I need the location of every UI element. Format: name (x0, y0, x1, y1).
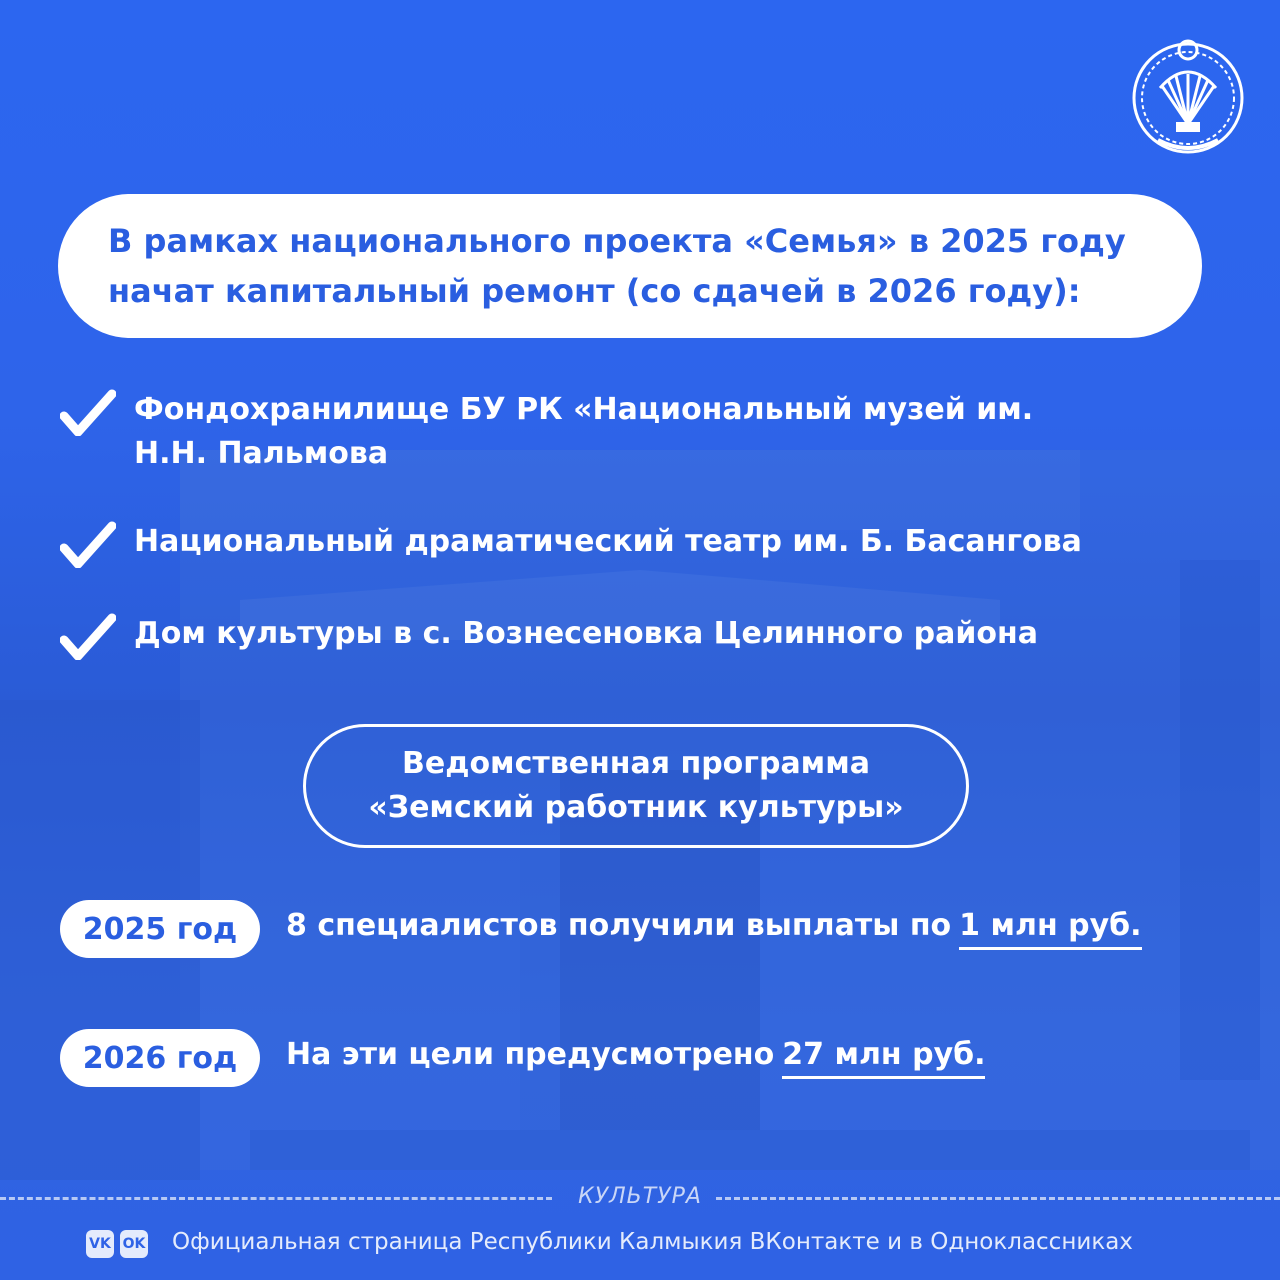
headline-banner (58, 194, 1202, 338)
headline-line-1: В рамках национального проекта «Семья» в 2025 году (108, 222, 1126, 260)
headline-text (58, 216, 1158, 316)
checklist-item (60, 388, 1184, 476)
program-line-1: Ведомственная программа (402, 746, 870, 781)
checkmark-icon (60, 520, 116, 568)
year-amount: 1 млн руб. (959, 908, 1141, 950)
footer-section-tag: КУЛЬТУРА (578, 1184, 702, 1209)
footer-text: Официальная страница Республики Калмыкия ВКонтакте и в Одноклассниках (172, 1229, 1133, 1255)
checklist-label (134, 388, 1184, 476)
checklist-item (60, 520, 1184, 568)
footer-divider-right (716, 1197, 1280, 1200)
headline-line-2: начат капитальный ремонт (со сдачей в 2026 году): (108, 272, 1081, 310)
year-description-text: На эти цели предусмотрено (286, 1037, 775, 1072)
year-amount: 27 млн руб. (782, 1037, 985, 1079)
social-icons (86, 1230, 148, 1258)
year-description-text: 8 специалистов получили выплаты по (286, 908, 952, 943)
checklist-label-line-1: Фондохранилище БУ РК «Национальный музей им. (134, 392, 1034, 427)
year-row-2026 (60, 1029, 985, 1087)
year-badge: 2026 год (60, 1029, 260, 1087)
year-description (286, 908, 1142, 950)
checklist-label-line-1: Дом культуры в с. Вознесеновка Целинного района (134, 616, 1038, 651)
checklist-label (134, 520, 1184, 564)
odnoklassniki-icon[interactable]: OK (120, 1230, 148, 1258)
year-description (286, 1037, 985, 1079)
checklist-label-line-1: Национальный драматический театр им. Б. Басангова (134, 524, 1082, 559)
kalmykia-emblem-icon (1128, 36, 1248, 160)
program-title-box (303, 724, 969, 848)
checklist-item (60, 612, 1184, 660)
checkmark-icon (60, 612, 116, 660)
year-row-2025 (60, 900, 1142, 958)
year-badge: 2025 год (60, 900, 260, 958)
checkmark-icon (60, 388, 116, 436)
checklist-label-line-2: Н.Н. Пальмова (134, 436, 389, 471)
program-line-2: «Земский работник культуры» (368, 790, 904, 825)
vk-icon[interactable]: VK (86, 1230, 114, 1258)
checklist-label (134, 612, 1184, 656)
footer-divider-left (0, 1197, 552, 1200)
